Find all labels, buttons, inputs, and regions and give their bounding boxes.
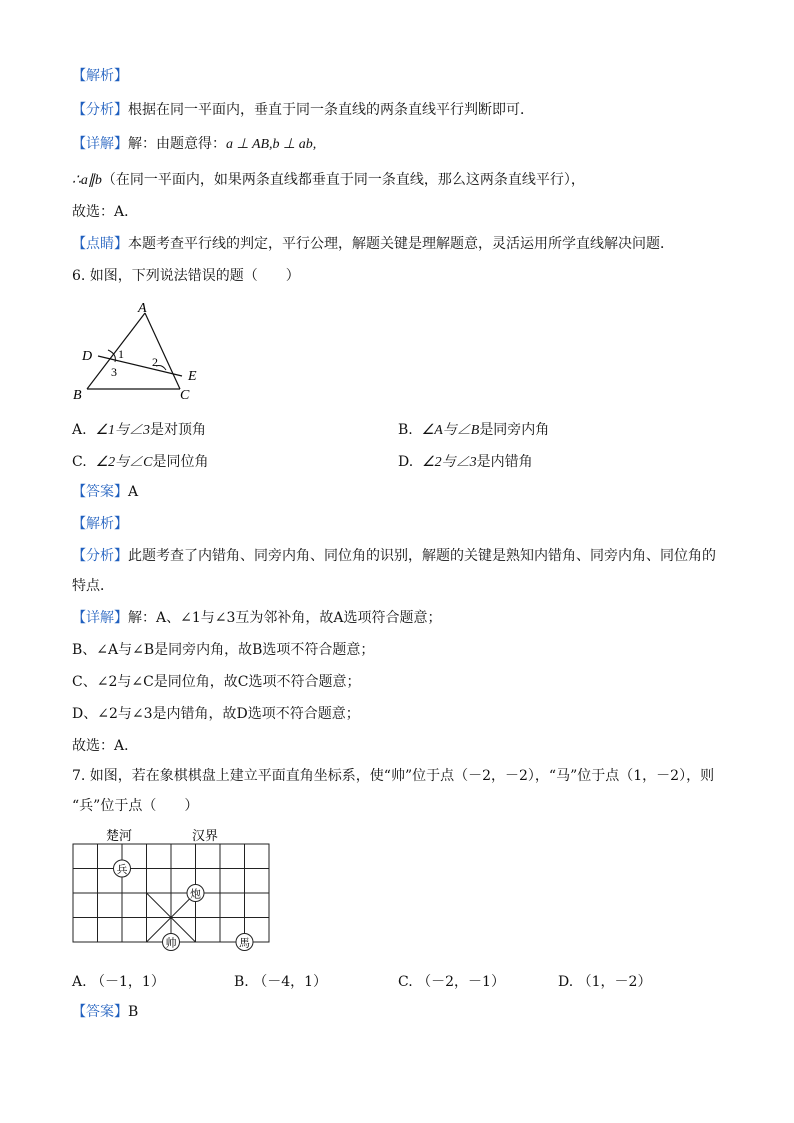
q7-option-d[interactable]: D. （1，－2） — [558, 974, 652, 990]
svg-text:兵: 兵 — [116, 863, 128, 876]
q6-analysis-line-2: 特点． — [72, 578, 114, 594]
triangle-figure — [70, 296, 210, 406]
analysis-line-5: 【分析】根据在同一平面内，垂直于同一条直线的两条直线平行判断即可． — [72, 102, 534, 118]
choice-line-5: 故选：A． — [72, 204, 139, 220]
label-B: B — [73, 388, 82, 403]
q6-option-a[interactable]: A. ∠1与∠3是对顶角 — [72, 422, 207, 438]
chu-he-label: 楚河 — [106, 829, 133, 844]
q6-answer: 【答案】A — [72, 484, 139, 500]
svg-text:帅: 帅 — [165, 936, 177, 950]
therefore-line-5: ∴a∥b（在同一平面内，如果两条直线都垂直于同一条直线，那么这两条直线平行）， — [72, 172, 585, 188]
q7-option-a[interactable]: A. （－1，1） — [72, 974, 165, 990]
board-grid — [73, 844, 269, 942]
q6-choice: 故选：A． — [72, 738, 139, 754]
q6-analysis-line-1: 【分析】此题考查了内错角、同旁内角、同位角的识别，解题的关键是熟知内错角、同旁内角、同位角的 — [72, 548, 716, 564]
q6-stem: 6. 如图，下列说法错误的题（ ） — [72, 268, 300, 284]
svg-text:炮: 炮 — [190, 887, 201, 901]
q6-detail-line-2: B、∠A与∠B是同旁内角，故B选项不符合题意； — [72, 642, 375, 658]
q6-detail-line-1: 【详解】解：A、∠1与∠3互为邻补角，故A选项符合题意； — [72, 610, 442, 626]
q7-option-c[interactable]: C. （－2，－1） — [398, 974, 505, 990]
svg-text:馬: 馬 — [239, 936, 250, 950]
label-A: A — [138, 301, 147, 316]
han-jie-label: 汉界 — [192, 829, 219, 844]
chess-board-figure — [66, 824, 276, 956]
q6-option-d[interactable]: D. ∠2与∠3是内错角 — [398, 454, 533, 470]
angle-2-label: 2 — [152, 355, 158, 369]
q6-jiexi-heading: 【解析】 — [72, 516, 128, 532]
q7-option-b[interactable]: B. （－4，1） — [234, 974, 328, 990]
q7-stem-line-2: “兵”位于点（ ） — [72, 798, 199, 814]
q6-detail-line-3: C、∠2与∠C是同位角，故C选项不符合题意； — [72, 674, 361, 690]
piece-ma — [236, 934, 253, 951]
q7-stem-line-1: 7. 如图，若在象棋棋盘上建立平面直角坐标系，使“帅”位于点（－2，－2），“马”位于点（1，－2），则 — [72, 768, 715, 784]
angle-3-label: 3 — [111, 365, 117, 379]
label-E: E — [188, 369, 197, 384]
piece-pao — [187, 885, 204, 902]
q6-option-c[interactable]: C. ∠2与∠C是同位角 — [72, 454, 209, 470]
label-C: C — [180, 388, 190, 403]
piece-bing — [114, 860, 131, 877]
jiexi-heading-5: 【解析】 — [72, 68, 128, 84]
label-D: D — [82, 349, 93, 364]
comment-line-5: 【点睛】本题考查平行线的判定，平行公理，解题关键是理解题意，灵活运用所学直线解决问题． — [72, 236, 674, 252]
q7-answer: 【答案】B — [72, 1004, 139, 1020]
angle-1-label: 1 — [118, 347, 124, 361]
piece-shuai — [163, 934, 180, 951]
detail-line-5: 【详解】解：由题意得：a ⊥ AB,b ⊥ ab, — [72, 136, 317, 152]
q6-option-b[interactable]: B. ∠A与∠B是同旁内角 — [398, 422, 550, 438]
q6-detail-line-4: D、∠2与∠3是内错角，故D选项不符合题意； — [72, 706, 360, 722]
